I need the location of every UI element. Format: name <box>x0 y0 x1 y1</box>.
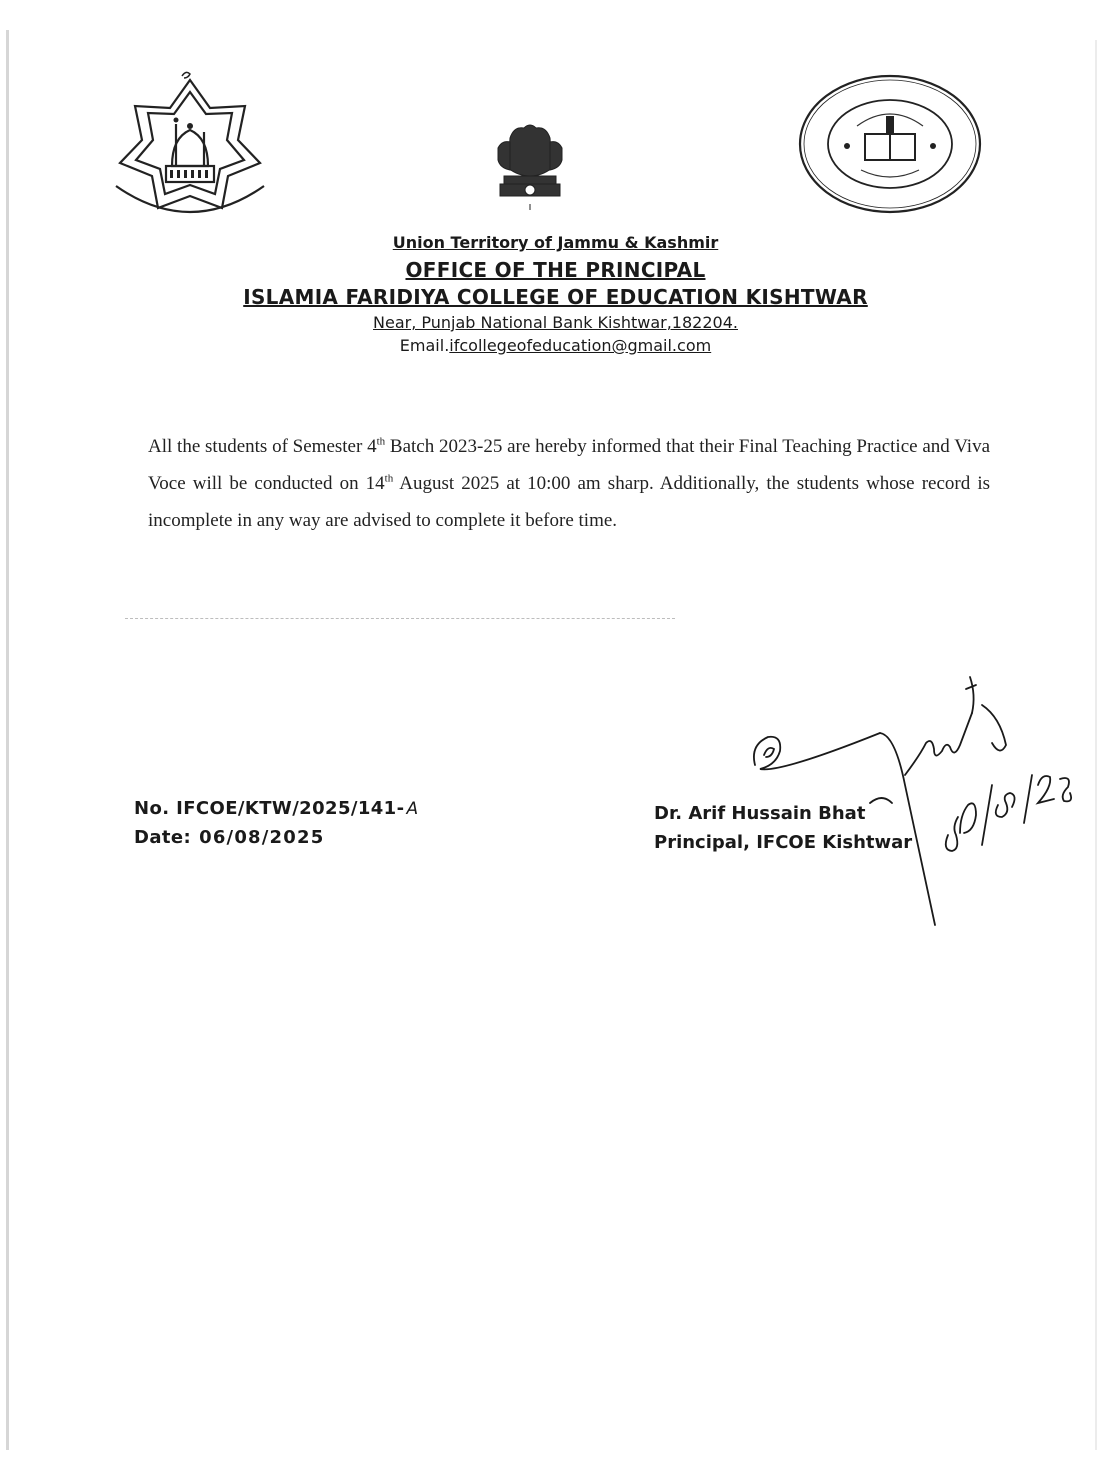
national-emblem-icon <box>470 118 590 228</box>
notice-body <box>148 428 990 539</box>
notice-text-1: All the students of Semester 4 <box>148 436 377 457</box>
date-value: 06/08/2025 <box>199 827 325 848</box>
ut-heading: Union Territory of Jammu & Kashmir <box>392 233 719 252</box>
email-line <box>0 336 1111 355</box>
email-label: Email. <box>399 336 450 355</box>
notice-text-3: August 2025 at 10:00 am sharp. Additionally, the students whose record is incomplete in any way are advised to complete it before time. <box>148 473 990 531</box>
divider-line <box>125 618 675 619</box>
notice-sup-1: th <box>376 435 386 448</box>
signatory-designation: Principal, IFCOE Kishtwar <box>654 832 913 853</box>
reference-date <box>134 827 324 848</box>
college-seal-icon <box>795 72 985 217</box>
date-label: Date: <box>134 827 192 848</box>
handwritten-signature <box>720 665 1080 935</box>
email-link[interactable]: ifcollegeofeducation@gmail.com <box>449 336 712 355</box>
signatory-name: Dr. Arif Hussain Bhat <box>654 803 866 824</box>
waqf-board-mosque-logo-icon <box>110 68 270 228</box>
office-heading: OFFICE OF THE PRINCIPAL <box>405 258 706 282</box>
notice-text-2: Batch 2023-25 are hereby informed that their Final Teaching Practice and Viva Voce will be conducted on 14 <box>148 436 990 494</box>
reference-number <box>134 798 419 819</box>
address-line: Near, Punjab National Bank Kishtwar,182204. <box>373 313 738 332</box>
notice-sup-2: th <box>384 472 394 485</box>
reference-number-suffix: A <box>406 799 419 819</box>
college-heading: ISLAMIA FARIDIYA COLLEGE OF EDUCATION KISHTWAR <box>243 285 868 309</box>
reference-number-label: No. IFCOE/KTW/2025/141- <box>134 798 405 819</box>
